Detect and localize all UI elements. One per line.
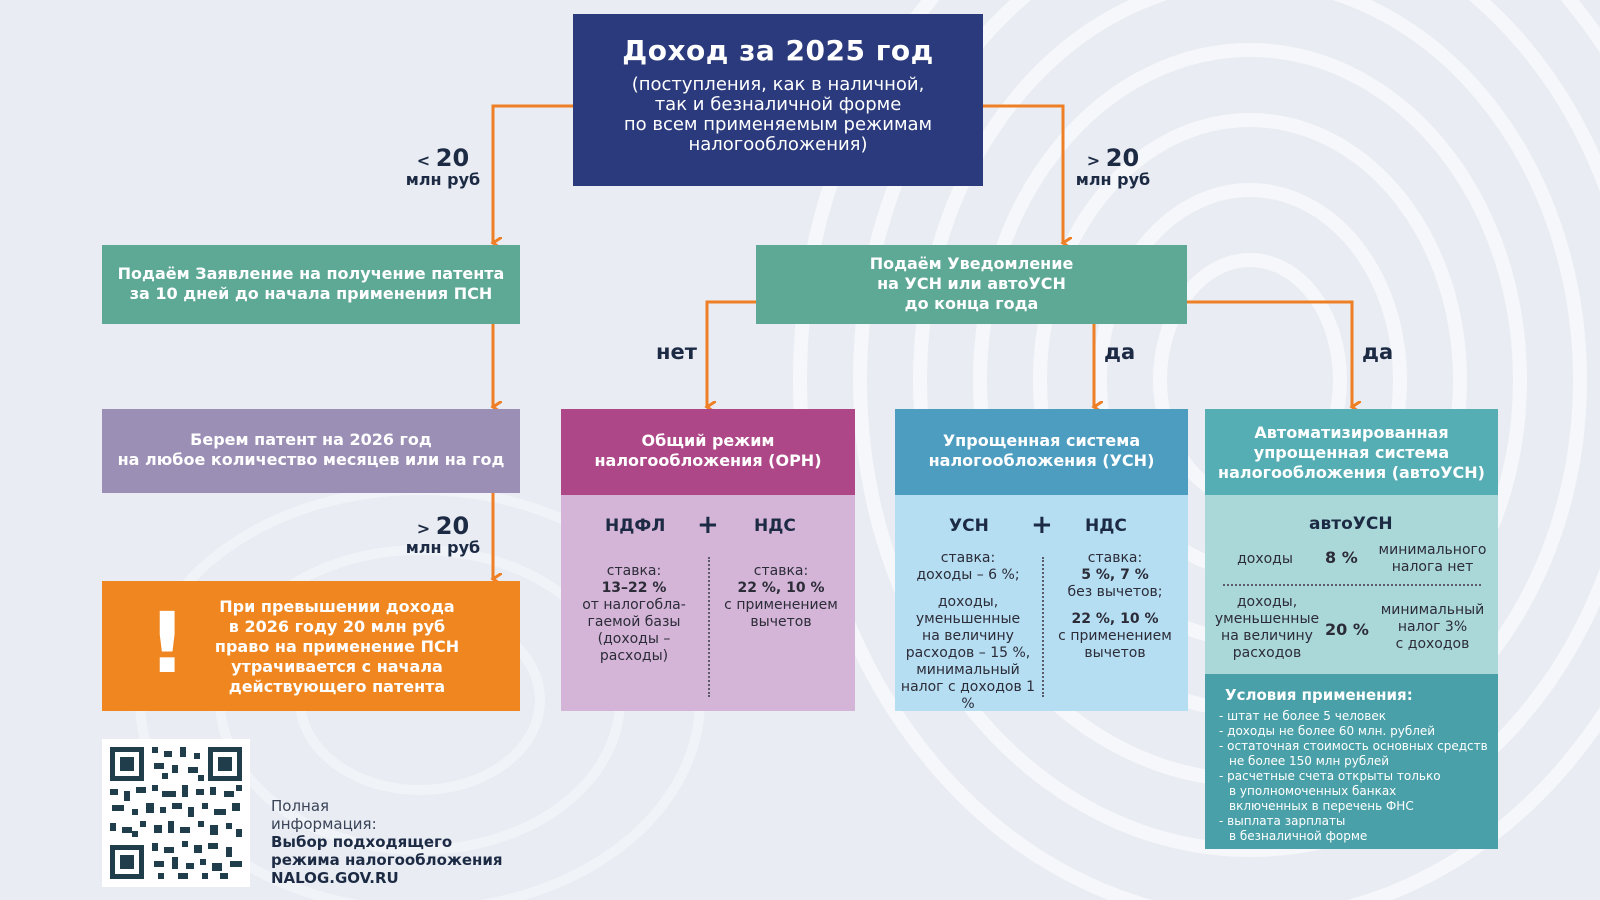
patent-box (102, 409, 520, 493)
rate-value: 8 % (1325, 548, 1358, 567)
warning-line: в 2026 году 20 млн руб (228, 617, 446, 636)
autousn-conditions (1205, 674, 1498, 849)
detail-line: 13–22 % (601, 580, 667, 596)
branch-sign: > (1086, 151, 1101, 170)
patent-line: Берем патент на 2026 год (190, 430, 432, 449)
warning-line: действующего патента (228, 677, 446, 696)
plus-icon: + (697, 510, 719, 540)
info-line: информация: (271, 815, 377, 833)
detail-line: налог с доходов 1 % (900, 679, 1036, 712)
nalog-link[interactable]: NALOG.GOV.RU (271, 869, 399, 887)
branch-value: 20 (435, 144, 470, 172)
autousn-row2-rate (1325, 621, 1369, 638)
detail-line: с применением (1058, 628, 1172, 644)
income-title: Доход за 2025 год (622, 34, 934, 67)
detail-line: от налогобла- (582, 597, 686, 613)
orn-ndfl-details (567, 563, 701, 665)
detail-line: уменьшенные (1214, 611, 1320, 627)
warning-line: право на применение ПСН (214, 637, 460, 656)
dotted-divider (708, 557, 710, 697)
autousn-row1-rate (1325, 549, 1358, 566)
branch-sign: > (416, 519, 431, 538)
usn-nds-details (1045, 550, 1185, 662)
orn-title-line: налогообложения (ОРН) (594, 451, 822, 470)
detail-line: ставка: (940, 550, 996, 566)
detail-line: налог 3% (1397, 619, 1468, 635)
income-subtitle (573, 75, 983, 155)
more-info-block (271, 797, 503, 887)
spacer (1045, 601, 1185, 611)
nds-heading: НДС (754, 516, 796, 536)
exclamation-icon: ! (148, 594, 187, 692)
plus-icon: + (1031, 510, 1053, 540)
usn-notice-line: до конца года (904, 294, 1039, 313)
condition-item: не более 150 млн рублей (1229, 754, 1390, 768)
detail-line: 22 %, 10 % (1071, 611, 1159, 627)
qr-code-icon (102, 739, 250, 887)
detail-line: уменьшенные (915, 611, 1021, 627)
branch-sign: < (416, 151, 431, 170)
usn-title-line: налогообложения (УСН) (928, 451, 1155, 470)
warning-text (162, 597, 512, 697)
branch-label-less-20 (403, 146, 483, 189)
usn-notice-line: на УСН или автоУСН (877, 274, 1066, 293)
detail-line: вычетов (1084, 645, 1146, 661)
income-subtitle-line: (поступления, как в наличной, (631, 74, 925, 95)
usn-title-line: Упрощенная система (942, 431, 1141, 450)
income-subtitle-line: так и безналичной форме (654, 94, 902, 115)
detail-line: на величину (922, 628, 1014, 644)
detail-line: доходы, (1236, 594, 1298, 610)
usn-notice-box (756, 245, 1187, 324)
autousn-title-line: налогообложения (автоУСН) (1218, 463, 1485, 482)
autousn-title-line: Автоматизированная (1254, 423, 1449, 442)
warning-box (102, 581, 520, 711)
branch-no-label: нет (656, 340, 697, 364)
detail-line: 22 %, 10 % (737, 580, 825, 596)
autousn-header (1205, 409, 1498, 495)
autousn-row2-base (1213, 594, 1321, 662)
branch-label-more-20 (1073, 146, 1153, 189)
detail-line: налога нет (1391, 559, 1474, 575)
detail-line: на величину (1221, 628, 1313, 644)
patent-line: на любое количество месяцев или на год (117, 450, 505, 469)
branch-yes-autousn-label: да (1362, 340, 1394, 364)
detail-line: вычетов (750, 614, 812, 630)
usn-heading: УСН (949, 516, 989, 536)
info-link-title: режима налогообложения (271, 851, 503, 869)
detail-line: с применением (724, 597, 838, 613)
psn-application-box (102, 245, 520, 324)
detail-line: минимальный (916, 662, 1020, 678)
branch-label-patent-more-20 (403, 514, 483, 557)
usn-rate-details (895, 550, 1041, 713)
detail-line: доходы – 6 %; (916, 567, 1020, 583)
detail-line: минимальный (1380, 602, 1485, 618)
detail-line: минимального (1378, 542, 1487, 558)
income-2025-box (573, 14, 983, 186)
orn-header (561, 409, 855, 495)
nds-heading: НДС (1085, 516, 1127, 536)
orn-nds-details (713, 563, 849, 631)
condition-item: в безналичной форме (1229, 829, 1368, 843)
orn-box (561, 409, 855, 711)
autousn-row2-note (1375, 602, 1490, 653)
branch-yes-usn-label: да (1104, 340, 1136, 364)
orn-title-line: Общий режим (641, 431, 775, 450)
condition-item: включенных в перечень ФНС (1229, 799, 1414, 813)
rate-value: 20 % (1325, 620, 1369, 639)
spacer (895, 584, 1041, 594)
autousn-heading: автоУСН (1309, 514, 1393, 534)
condition-item: - остаточная стоимость основных средств (1219, 739, 1488, 753)
autousn-row1-base: доходы (1237, 551, 1293, 567)
condition-item: - выплата зарплаты (1219, 814, 1346, 828)
usn-header (895, 409, 1188, 495)
qr-code[interactable] (102, 739, 250, 887)
usn-notice-line: Подаём Уведомление (869, 254, 1074, 273)
psn-application-line: Подаём Заявление на получение патента (117, 264, 505, 283)
detail-line: с доходов (1395, 636, 1470, 652)
detail-line: расходы) (599, 648, 669, 664)
detail-line: 5 %, 7 % (1081, 567, 1149, 583)
detail-line: расходов – 15 %, (905, 645, 1031, 661)
autousn-row1-note (1375, 542, 1490, 576)
branch-unit: млн руб (1075, 170, 1151, 189)
dotted-divider (1042, 557, 1044, 697)
conditions-title: Условия применения: (1225, 686, 1413, 704)
info-line: Полная (271, 797, 330, 815)
detail-line: без вычетов; (1067, 584, 1163, 600)
detail-line: расходов (1232, 645, 1302, 661)
detail-line: ставка: (1087, 550, 1143, 566)
detail-line: (доходы – (597, 631, 671, 647)
detail-line: ставка: (606, 563, 662, 579)
condition-item: - доходы не более 60 млн. рублей (1219, 724, 1436, 738)
detail-line: ставка: (753, 563, 809, 579)
warning-line: утрачивается с начала (231, 657, 443, 676)
detail-line: доходы, (937, 594, 999, 610)
autousn-title-line: упрощенная система (1253, 443, 1450, 462)
branch-value: 20 (1105, 144, 1140, 172)
condition-item: - штат не более 5 человек (1219, 709, 1386, 723)
detail-line: гаемой базы (587, 614, 681, 630)
condition-item: - расчетные счета открыты только (1219, 769, 1441, 783)
condition-item: в уполномоченных банках (1229, 784, 1397, 798)
autousn-box (1205, 409, 1498, 849)
branch-unit: млн руб (405, 538, 481, 557)
branch-value: 20 (435, 512, 470, 540)
income-subtitle-line: налогообложения) (688, 134, 868, 155)
ndfl-heading: НДФЛ (605, 516, 666, 536)
warning-line: При превышении дохода (219, 597, 455, 616)
info-link-title: Выбор подходящего (271, 833, 453, 851)
branch-unit: млн руб (405, 170, 481, 189)
psn-application-line: за 10 дней до начала применения ПСН (129, 284, 493, 303)
income-subtitle-line: по всем применяемым режимам (623, 114, 933, 135)
usn-box (895, 409, 1188, 711)
dotted-row-divider (1223, 584, 1481, 586)
